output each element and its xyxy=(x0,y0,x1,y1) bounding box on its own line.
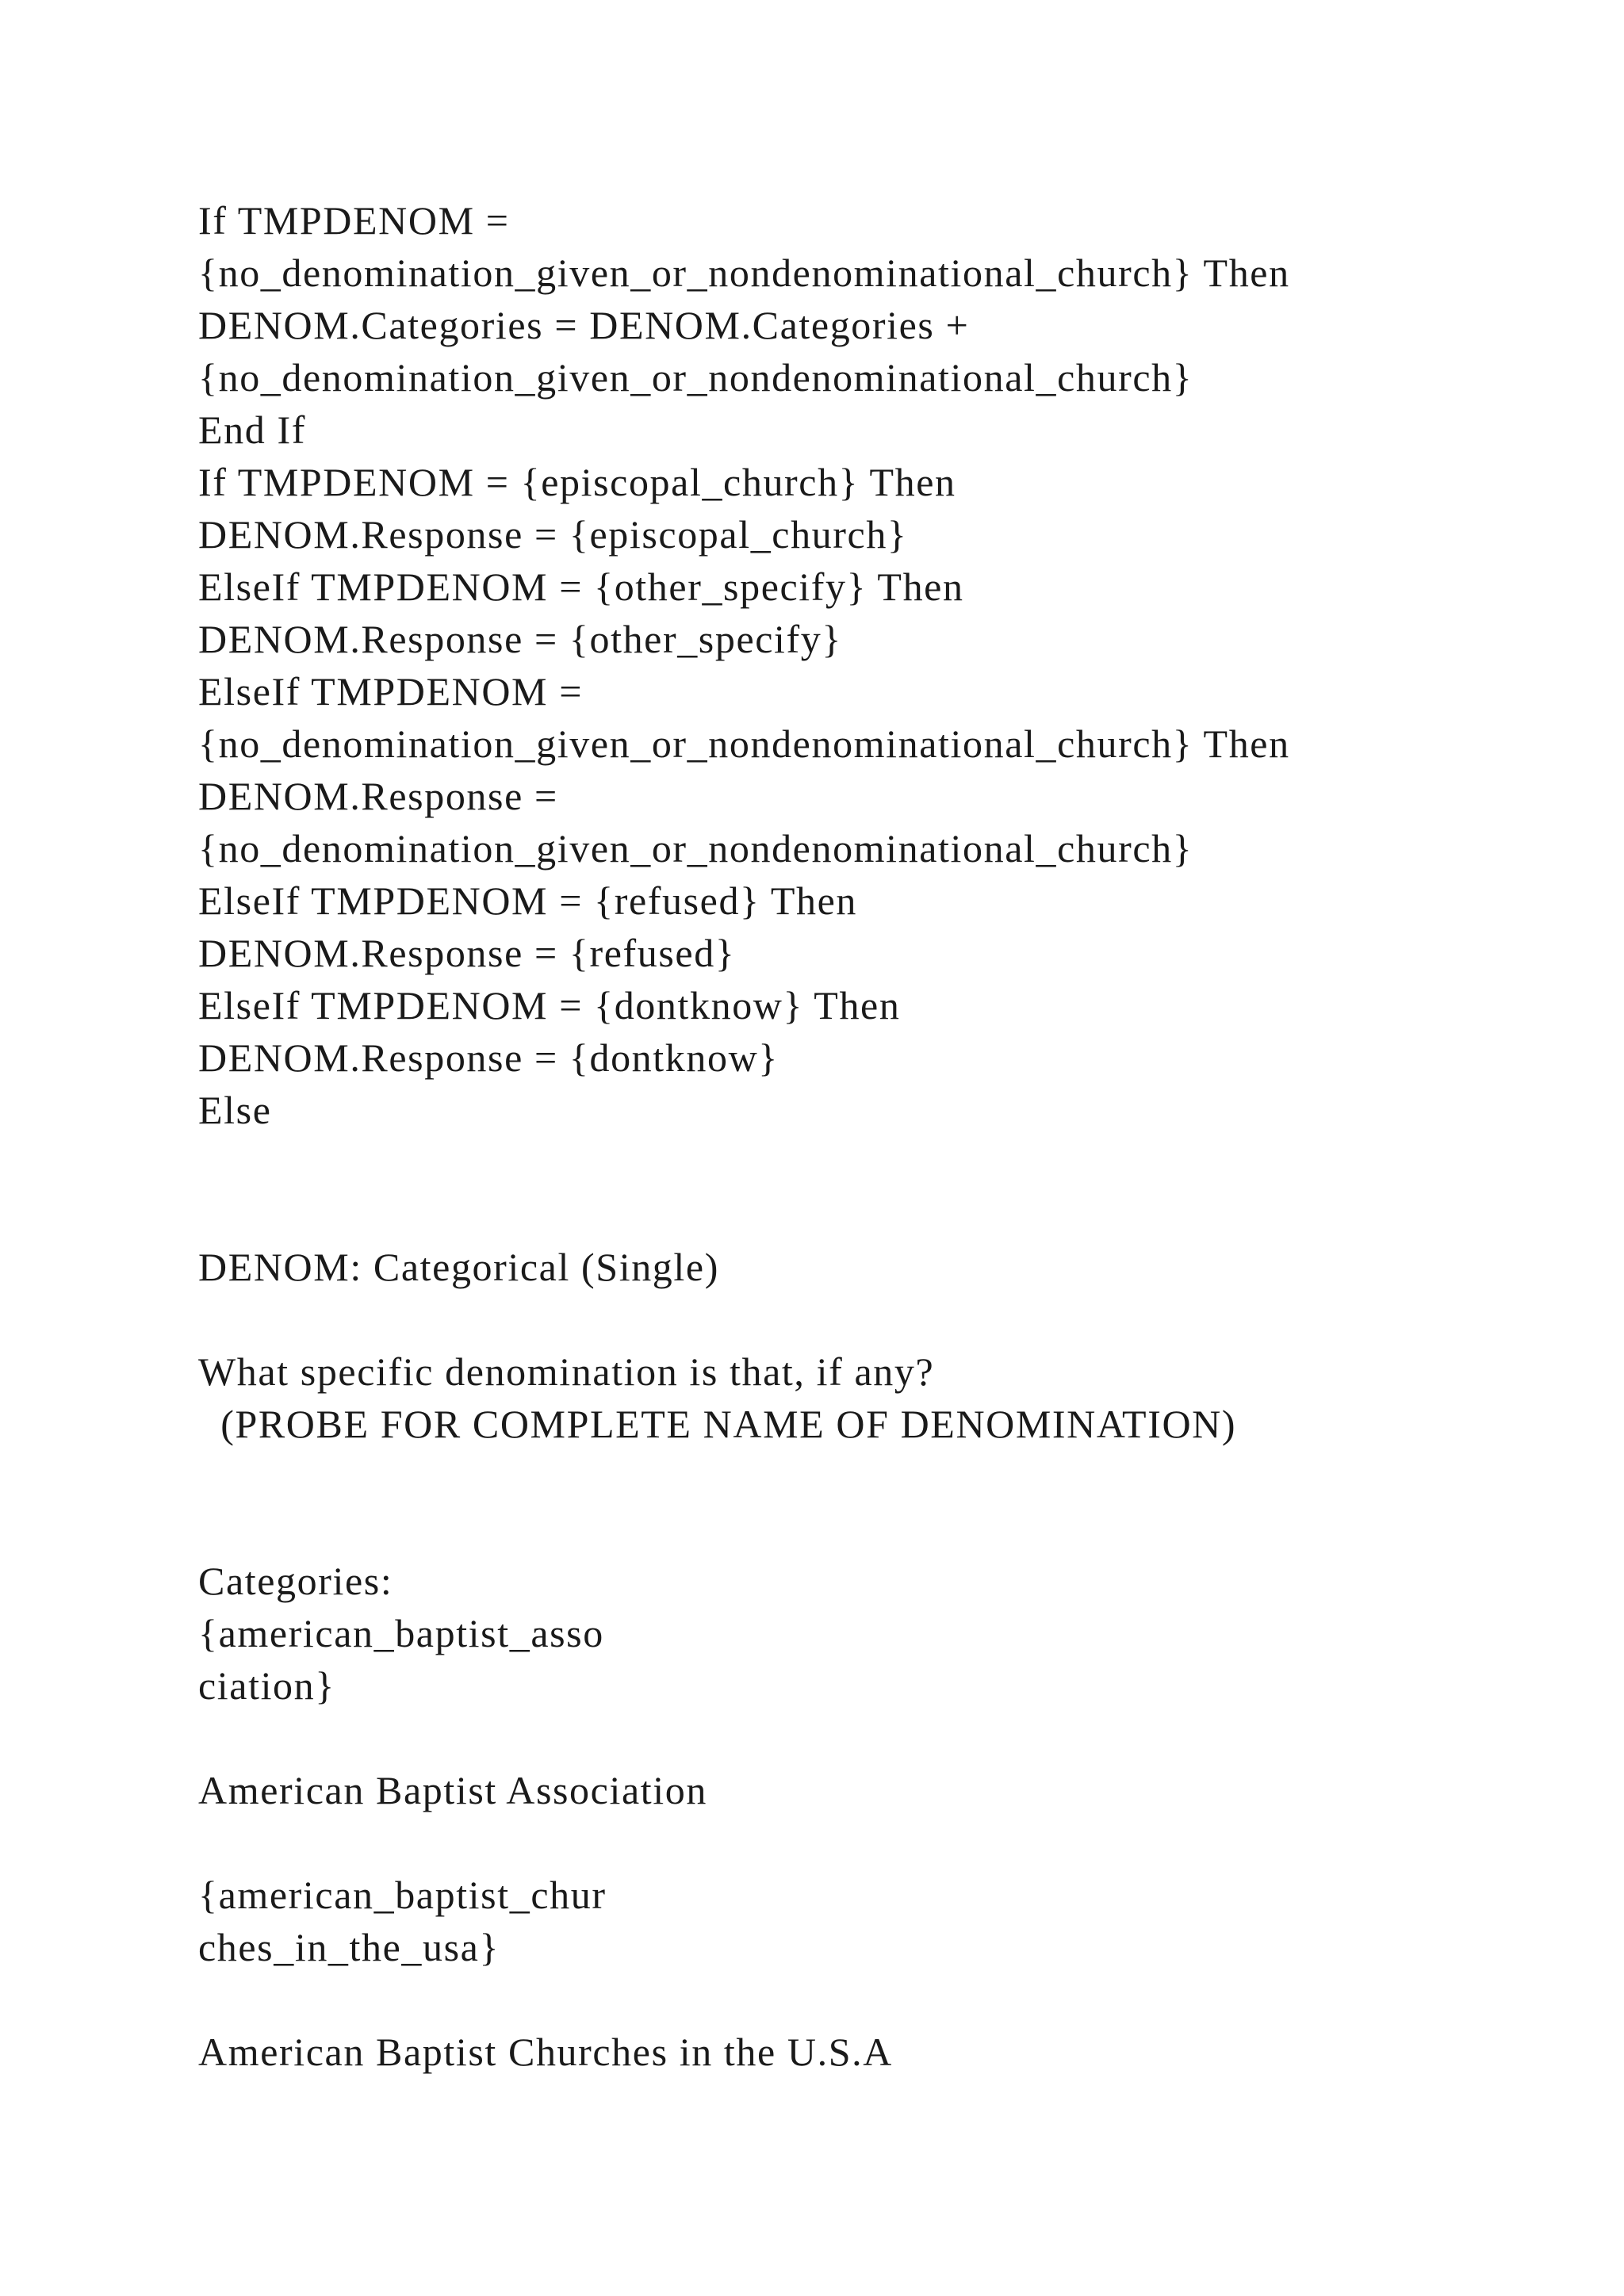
logic-block xyxy=(198,194,1529,1136)
category-code: ciation} xyxy=(198,1663,335,1708)
category-code: {american_baptist_asso xyxy=(198,1611,604,1655)
logic-line: ElseIf TMPDENOM = {other_specify} Then xyxy=(198,564,964,609)
logic-line: If TMPDENOM = {episcopal_church} Then xyxy=(198,460,956,504)
logic-line: DENOM.Categories = DENOM.Categories + xyxy=(198,303,970,347)
logic-line: DENOM.Response = xyxy=(198,774,558,818)
category-code: {american_baptist_chur xyxy=(198,1873,607,1917)
question-text: What specific denomination is that, if any? xyxy=(198,1349,935,1394)
logic-line: End If xyxy=(198,408,306,452)
logic-line: {no_denomination_given_or_nondenominational_church} xyxy=(198,355,1193,400)
logic-line: DENOM.Response = {other_specify} xyxy=(198,617,842,661)
spacer xyxy=(198,1293,1529,1345)
spacer xyxy=(198,1450,1529,1555)
question-header: DENOM: Categorical (Single) xyxy=(198,1245,719,1289)
logic-line: {no_denomination_given_or_nondenominational_church} Then xyxy=(198,251,1290,295)
logic-line: ElseIf TMPDENOM = xyxy=(198,669,584,714)
logic-line: If TMPDENOM = xyxy=(198,198,510,243)
logic-line: ElseIf TMPDENOM = {dontknow} Then xyxy=(198,983,901,1027)
category-item xyxy=(198,1607,1529,1816)
logic-line: ElseIf TMPDENOM = {refused} Then xyxy=(198,878,857,923)
spacer xyxy=(198,1136,1529,1241)
logic-line: {no_denomination_given_or_nondenominational_church} xyxy=(198,826,1193,871)
spacer xyxy=(198,1973,1529,2026)
category-code: ches_in_the_usa} xyxy=(198,1925,500,1969)
logic-line: {no_denomination_given_or_nondenominational_church} Then xyxy=(198,721,1290,766)
category-label: American Baptist Churches in the U.S.A xyxy=(198,2030,893,2074)
logic-line: Else xyxy=(198,1088,272,1132)
categories-heading: Categories: xyxy=(198,1559,393,1603)
spacer xyxy=(198,1712,1529,1764)
spacer xyxy=(198,1816,1529,1869)
category-item xyxy=(198,1869,1529,2078)
document-page xyxy=(198,194,1529,2078)
categories-block xyxy=(198,1555,1529,2078)
logic-line: DENOM.Response = {dontknow} xyxy=(198,1035,779,1080)
logic-line: DENOM.Response = {episcopal_church} xyxy=(198,512,908,557)
logic-line: DENOM.Response = {refused} xyxy=(198,931,736,975)
question-probe: (PROBE FOR COMPLETE NAME OF DENOMINATION) xyxy=(198,1402,1237,1446)
question-block xyxy=(198,1241,1529,1450)
category-label: American Baptist Association xyxy=(198,1768,707,1812)
